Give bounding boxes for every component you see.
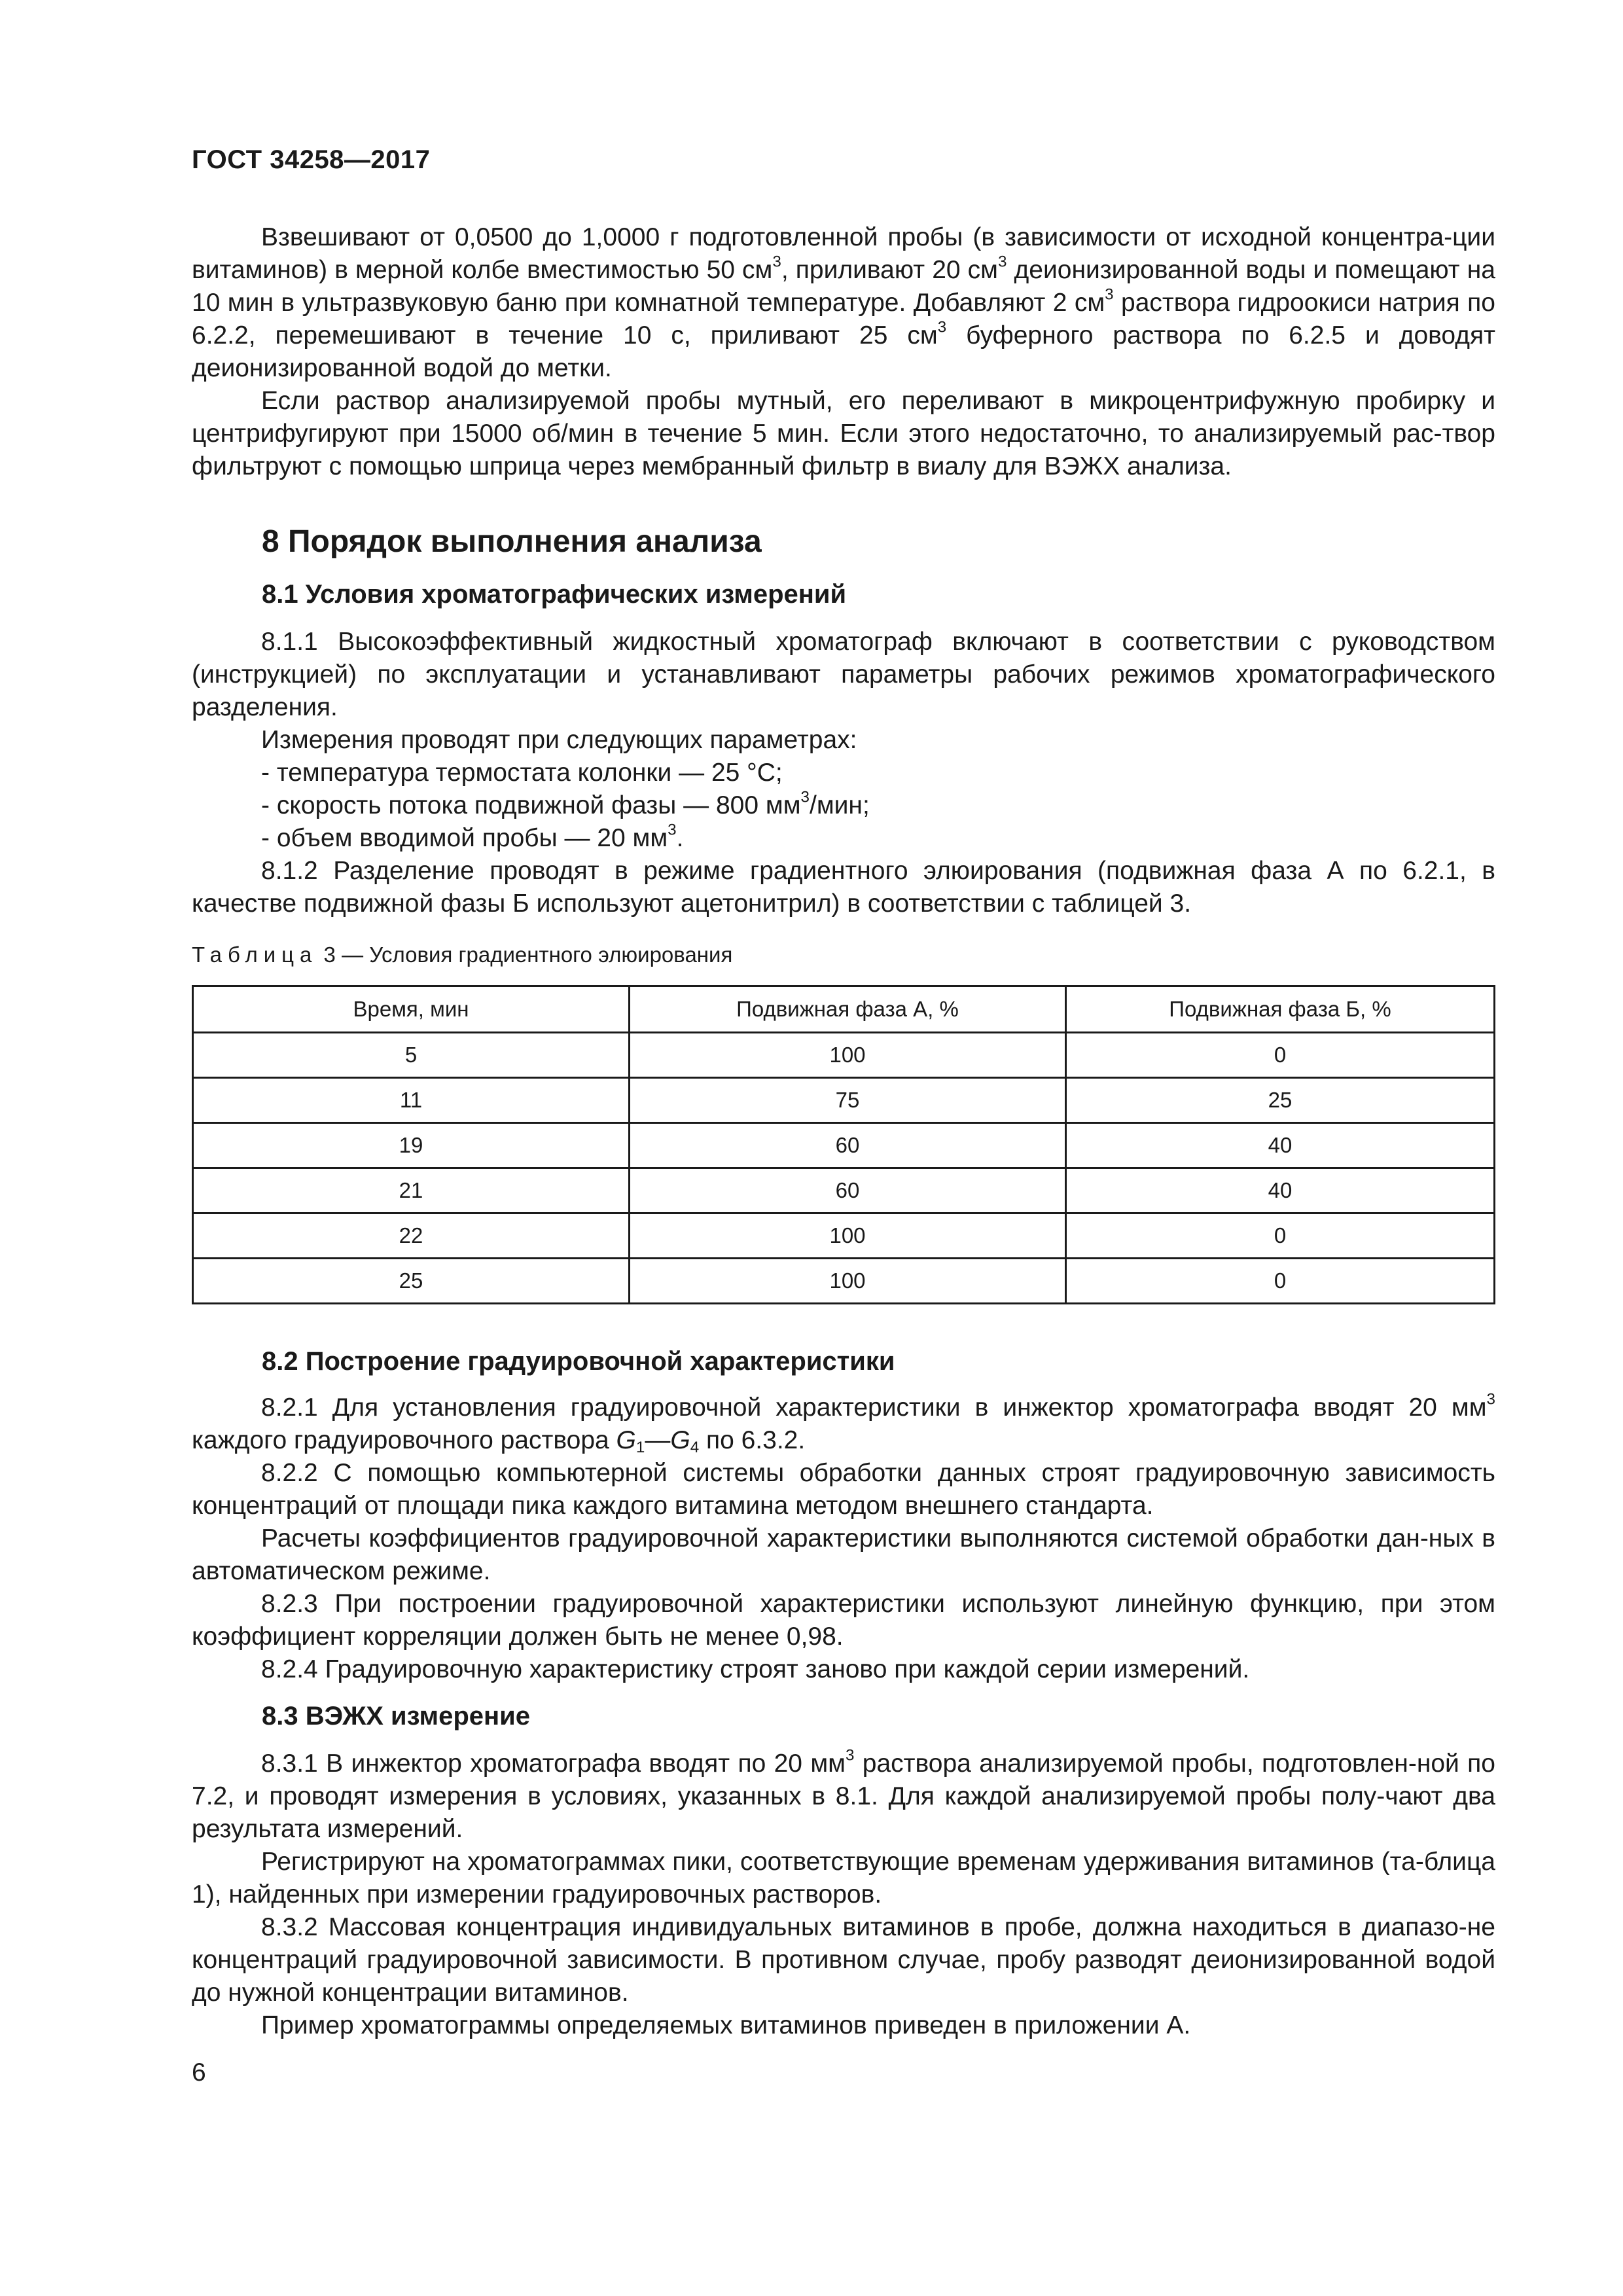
paragraph-8-2-1: 8.2.1 Для установления градуировочной характеристики в инжектор хроматографа вводят 20 $мм^3$ каждого градуировочного раствора $G_1—G_4$ по 6.3.2. bbox=[192, 1390, 1495, 1457]
table-cell: 100 bbox=[630, 1259, 1066, 1304]
subsection-8-2-body bbox=[192, 1391, 1495, 1686]
table-header-row bbox=[193, 986, 1495, 1033]
table-cell: 25 bbox=[1066, 1078, 1495, 1123]
subsection-8-3-body bbox=[192, 1748, 1495, 2042]
table-row bbox=[193, 1123, 1495, 1168]
gradient-table bbox=[192, 985, 1495, 1304]
table-cell: 0 bbox=[1066, 1033, 1495, 1078]
table-cell: 100 bbox=[630, 1213, 1066, 1259]
param-flow-rate: - скорость потока подвижной фазы — 800 $мм^3$/мин; bbox=[261, 788, 870, 819]
table-caption-word: Таблица bbox=[192, 942, 318, 967]
subsection-8-1-title: 8.1 Условия хроматографических измерений bbox=[262, 580, 847, 609]
param-temperature: - температура термостата колонки — 25 °С; bbox=[261, 759, 783, 787]
param-injection-volume: - объем вводимой пробы — 20 $мм^3$. bbox=[261, 821, 684, 852]
table-cell: 100 bbox=[630, 1033, 1066, 1078]
paragraph-8-3-2: 8.3.2 Массовая концентрация индивидуальных витаминов в пробе, должна находиться в диапазо-не концентраций градуировочной зависимости. В противном случае, пробу разводят деионизированной водой до нужной концентрации витаминов. bbox=[192, 1913, 1495, 2007]
table-cell: 11 bbox=[193, 1078, 630, 1123]
table-cell: 22 bbox=[193, 1213, 630, 1259]
paragraph-8-3-1: 8.3.1 В инжектор хроматографа вводят по 20 $мм^3$ раствора анализируемой пробы, подготовлен-ной по 7.2, и проводят измерения в условиях, указанных в 8.1. Для каждой анализируемой пробы полу-чают два результата измерений. bbox=[192, 1746, 1495, 1843]
table-row bbox=[193, 1168, 1495, 1213]
table-header-cell: Время, мин bbox=[193, 986, 630, 1033]
table-row bbox=[193, 1259, 1495, 1304]
params-intro: Измерения проводят при следующих параметрах: bbox=[261, 726, 857, 754]
intro-section bbox=[192, 221, 1495, 483]
page-number: 6 bbox=[192, 2058, 206, 2087]
paragraph-8-2-4: 8.2.4 Градуировочную характеристику строят заново при каждой серии измерений. bbox=[261, 1655, 1250, 1683]
table-cell: 5 bbox=[193, 1033, 630, 1078]
table-cell: 0 bbox=[1066, 1259, 1495, 1304]
paragraph-8-3-2b: Пример хроматограммы определяемых витаминов приведен в приложении А. bbox=[261, 2011, 1191, 2039]
table-cell: 40 bbox=[1066, 1123, 1495, 1168]
table-cell: 0 bbox=[1066, 1213, 1495, 1259]
paragraph-8-1-2: 8.1.2 Разделение проводят в режиме градиентного элюирования (подвижная фаза А по 6.2.1, в качестве подвижной фазы Б используют ацетонитрил) в соответствии с таблицей 3. bbox=[192, 857, 1495, 918]
intro-paragraph-2: Если раствор анализируемой пробы мутный, его переливают в микроцентрифужную пробирку и центрифугируют при 15000 об/мин в течение 5 мин. Если этого недостаточно, то анализируемый рас-твор фильтруют с помощью шприца через мембранный фильтр в виалу для ВЭЖХ анализа. bbox=[192, 387, 1495, 480]
table-row bbox=[193, 1033, 1495, 1078]
table-cell: 25 bbox=[193, 1259, 630, 1304]
paragraph-8-2-2b: Расчеты коэффициентов градуировочной характеристики выполняются системой обработки дан-ных в автоматическом режиме. bbox=[192, 1524, 1495, 1585]
paragraph-8-2-2: 8.2.2 С помощью компьютерной системы обработки данных строят градуировочную зависимость концентраций от площади пика каждого витамина методом внешнего стандарта. bbox=[192, 1459, 1495, 1520]
section-8-title: 8 Порядок выполнения анализа bbox=[262, 524, 762, 559]
table-caption-text: 3 — Условия градиентного элюирования bbox=[317, 942, 733, 967]
paragraph-8-3-1b: Регистрируют на хроматограммах пики, соответствующие временам удерживания витаминов (та-блица 1), найденных при измерении градуировочных растворов. bbox=[192, 1848, 1495, 1909]
table-header-cell: Подвижная фаза А, % bbox=[630, 986, 1066, 1033]
document-header: ГОСТ 34258—2017 bbox=[192, 145, 431, 174]
intro-paragraph-1: Взвешивают от 0,0500 до 1,0000 г подготовленной пробы (в зависимости от исходной концентра-ции витаминов) в мерной колбе вместимостью 50 $см^3$, приливают 20 $см^3$ деионизированной воды и помещают на 10 мин в ультразвуковую баню при комнатной температуре. Добавляют 2 $см^3$ раствора гидроокиси натрия по 6.2.2, перемешивают в течение 10 с, приливают 25 $см^3$ буферного раствора по 6.2.5 и доводят деионизированной водой до метки. bbox=[192, 223, 1495, 382]
table-3-caption bbox=[192, 942, 732, 967]
table-cell: 60 bbox=[630, 1123, 1066, 1168]
subsection-8-1-body bbox=[192, 626, 1495, 920]
table-row bbox=[193, 1078, 1495, 1123]
table-cell: 19 bbox=[193, 1123, 630, 1168]
subsection-8-2-title: 8.2 Построение градуировочной характеристики bbox=[262, 1347, 895, 1376]
table-cell: 60 bbox=[630, 1168, 1066, 1213]
table-cell: 75 bbox=[630, 1078, 1066, 1123]
table-row bbox=[193, 1213, 1495, 1259]
table-header-cell: Подвижная фаза Б, % bbox=[1066, 986, 1495, 1033]
table-cell: 21 bbox=[193, 1168, 630, 1213]
paragraph-8-2-3: 8.2.3 При построении градуировочной характеристики используют линейную функцию, при этом коэффициент корреляции должен быть не менее 0,98. bbox=[192, 1590, 1495, 1651]
table-cell: 40 bbox=[1066, 1168, 1495, 1213]
paragraph-8-1-1: 8.1.1 Высокоэффективный жидкостный хроматограф включают в соответствии с руководством (инструкцией) по эксплуатации и устанавливают параметры рабочих режимов хроматографического разделения. bbox=[192, 628, 1495, 721]
subsection-8-3-title: 8.3 ВЭЖХ измерение bbox=[262, 1702, 530, 1731]
